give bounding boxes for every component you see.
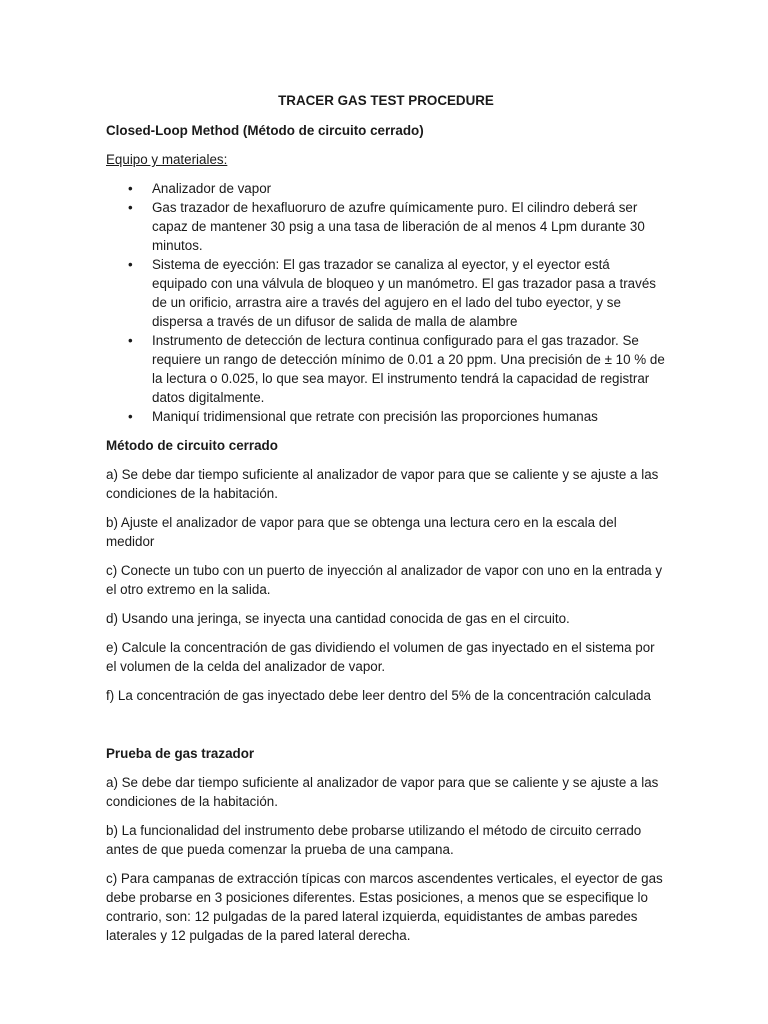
paragraph-test-c: c) Para campanas de extracción típicas con marcos ascendentes verticales, el eyector de gas debe probarse en 3 posiciones diferentes. Estas posiciones, a menos que se especifique lo contrario, son: 12 pulgadas de la pared lateral izquierda, equidistantes de ambas paredes laterales y 12 pulgadas de la pared lateral derecha.: [106, 871, 663, 943]
list-item: [106, 407, 666, 426]
list-item: [106, 198, 666, 255]
document-title: TRACER GAS TEST PROCEDURE: [278, 93, 494, 108]
section-heading-closed-loop: Closed-Loop Method (Método de circuito cerrado): [106, 123, 424, 138]
paragraph-step-a: a) Se debe dar tiempo suficiente al analizador de vapor para que se caliente y se ajuste a las condiciones de la habitación.: [106, 467, 659, 501]
list-item-text: Instrumento de detección de lectura continua configurado para el gas trazador. Se requiere un rango de detección mínimo de 0.01 a 20 ppm. Una precisión de ± 10 % de la lectura o 0.025, lo que sea mayor. El instrumento tendrá la capacidad de registrar datos digitalmente.: [152, 333, 665, 405]
list-item-text: Sistema de eyección: El gas trazador se canaliza al eyector, y el eyector está equipado con una válvula de bloqueo y un manómetro. El gas trazador pasa a través de un orificio, arrastra aire a través del agujero en el lado del tubo eyector, y se dispersa a través de un difusor de salida de malla de alambre: [152, 257, 656, 329]
paragraph-step-d: d) Usando una jeringa, se inyecta una cantidad conocida de gas en el circuito.: [106, 611, 570, 626]
paragraph-test-b: b) La funcionalidad del instrumento debe probarse utilizando el método de circuito cerrado antes de que pueda comenzar la prueba de una campana.: [106, 823, 642, 857]
bullet-icon: •: [128, 409, 133, 424]
paragraph-step-c: c) Conecte un tubo con un puerto de inyección al analizador de vapor con uno en la entrada y el otro extremo en la salida.: [106, 563, 663, 597]
section-spacer: [106, 715, 666, 744]
section-heading-tracer-test: Prueba de gas trazador: [106, 746, 255, 761]
paragraph-test-a: a) Se debe dar tiempo suficiente al analizador de vapor para que se caliente y se ajuste a las condiciones de la habitación.: [106, 775, 659, 809]
paragraph-step-b: b) Ajuste el analizador de vapor para que se obtenga una lectura cero en la escala del medidor: [106, 515, 617, 549]
bullet-icon: •: [128, 200, 133, 215]
equipment-list: [106, 179, 666, 426]
paragraph-step-f: f) La concentración de gas inyectado debe leer dentro del 5% de la concentración calculada: [106, 688, 651, 703]
list-item-text: Maniquí tridimensional que retrate con precisión las proporciones humanas: [152, 409, 598, 424]
document-content: [106, 91, 666, 955]
section-heading-circuit-method: Método de circuito cerrado: [106, 438, 278, 453]
bullet-icon: •: [128, 333, 133, 348]
list-item-text: Gas trazador de hexafluoruro de azufre químicamente puro. El cilindro deberá ser capaz de mantener 30 psig a una tasa de liberación de al menos 4 Lpm durante 30 minutos.: [152, 200, 645, 253]
equipment-label: Equipo y materiales:: [106, 152, 228, 167]
bullet-icon: •: [128, 257, 133, 272]
paragraph-step-e: e) Calcule la concentración de gas dividiendo el volumen de gas inyectado en el sistema por el volumen de la celda del analizador de vapor.: [106, 640, 655, 674]
list-item: [106, 255, 666, 331]
list-item-text: Analizador de vapor: [152, 181, 272, 196]
bullet-icon: •: [128, 181, 133, 196]
list-item: [106, 331, 666, 407]
list-item: [106, 179, 666, 198]
